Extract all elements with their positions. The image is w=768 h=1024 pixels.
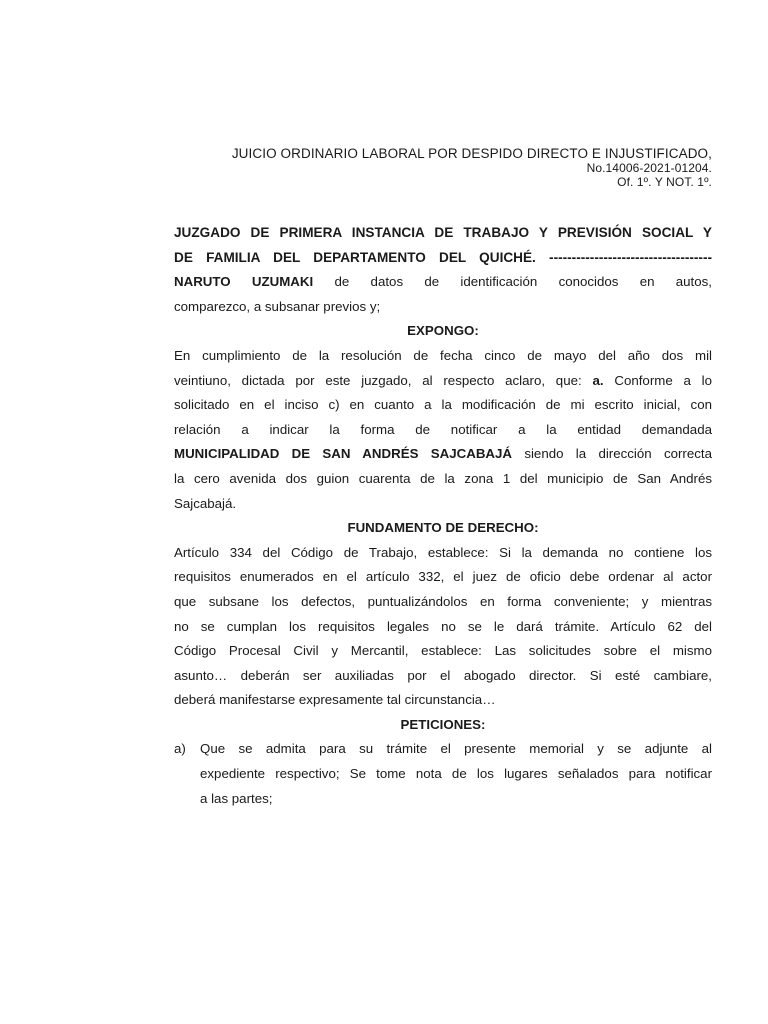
expongo-line-4: relación a indicar la forma de notificar a la entidad demandada [174, 421, 712, 437]
court-line-1: JUZGADO DE PRIMERA INSTANCIA DE TRABAJO Y PREVISIÓN SOCIAL Y [174, 225, 712, 240]
section-expongo: EXPONGO: [407, 323, 479, 339]
defendant-entity: MUNICIPALIDAD DE SAN ANDRÉS SAJCABAJÁ [174, 446, 513, 462]
expongo-line-5b: siendo la dirección correcta [524, 446, 712, 462]
section-fundamento: FUNDAMENTO DE DERECHO: [347, 520, 539, 536]
fundamento-paragraph [174, 541, 712, 713]
fundamento-line-4: no se cumplan los requisitos legales no se le dará trámite. Artículo 62 del [174, 618, 712, 634]
intro-paragraph [174, 270, 712, 319]
intro-line-2: comparezco, a subsanar previos y; [174, 298, 381, 314]
expongo-paragraph [174, 344, 712, 516]
case-copies: Of. 1º. Y NOT. 1º. [617, 175, 712, 189]
list-marker: a) [174, 741, 186, 757]
fundamento-line-2: requisitos enumerados en el artículo 332, el juez de oficio debe ordenar al actor [174, 569, 712, 585]
case-number: No.14006-2021-01204. [586, 161, 712, 175]
expongo-line-3: solicitado en el inciso c) en cuanto a la modificación de mi escrito inicial, con [174, 397, 712, 413]
intro-text-1: de datos de identificación conocidos en autos, [334, 274, 712, 290]
court-dashes: ------------------------------------ [549, 249, 713, 265]
expongo-line-6: la cero avenida dos guion cuarenta de la zona 1 del municipio de San Andrés [174, 470, 712, 486]
expongo-line-5 [174, 442, 712, 467]
court-line-2 [174, 246, 712, 271]
expongo-line-7: Sajcabajá. [174, 495, 237, 511]
fundamento-line-1: Artículo 334 del Código de Trabajo, establece: Si la demanda no contiene los [174, 544, 712, 560]
section-peticiones: PETICIONES: [400, 716, 486, 732]
applicant-name: NARUTO UZUMAKI [174, 274, 314, 290]
case-header [174, 147, 712, 189]
court-name-end: DE FAMILIA DEL DEPARTAMENTO DEL QUICHÉ. [174, 249, 536, 265]
expongo-line-2a: veintiuno, dictada por este juzgado, al respecto aclaro, que: [174, 372, 582, 388]
fundamento-line-5: Código Procesal Civil y Mercantil, establece: Las solicitudes sobre el mismo [174, 643, 712, 659]
peticion-line-2: expediente respectivo; Se tome nota de los lugares señalados para notificar [200, 766, 712, 782]
peticion-line-3: a las partes; [200, 790, 273, 806]
peticion-line-1: Que se admita para su trámite el presente memorial y se adjunte al [200, 741, 712, 757]
item-marker-a: a. [592, 372, 604, 388]
case-title: JUICIO ORDINARIO LABORAL POR DESPIDO DIRECTO E INJUSTIFICADO, [231, 146, 712, 161]
fundamento-line-3: que subsane los defectos, puntualizándolos en forma conveniente; y mientras [174, 593, 712, 609]
expongo-line-1: En cumplimiento de la resolución de fecha cinco de mayo del año dos mil [174, 347, 712, 363]
fundamento-line-7: deberá manifestarse expresamente tal circunstancia… [174, 692, 496, 708]
court-heading [174, 221, 712, 270]
intro-line-1 [174, 270, 712, 295]
document-body [174, 221, 712, 811]
expongo-line-2 [174, 369, 712, 394]
fundamento-line-6: asunto… deberán ser auxiliadas por el abogado director. Si esté cambiare, [174, 667, 712, 683]
expongo-line-2b: Conforme a lo [614, 372, 713, 388]
peticion-item-a [174, 737, 712, 811]
